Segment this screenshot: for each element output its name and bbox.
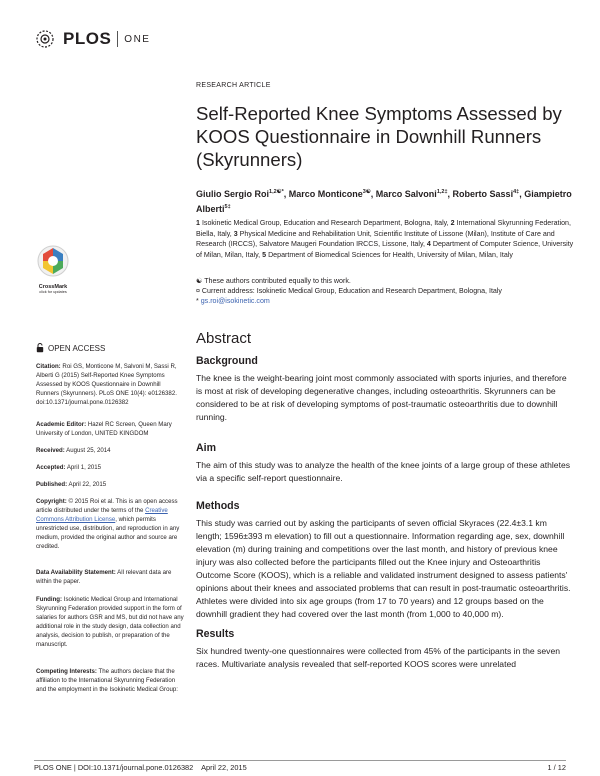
results-heading: Results [196, 628, 235, 640]
author-superscript: 3☯ [362, 189, 371, 195]
accepted-block [36, 463, 184, 472]
footer-citation: PLOS ONE | DOI:10.1371/journal.pone.0126382 April 22, 2015 [34, 763, 247, 772]
accepted-date: April 1, 2015 [66, 464, 102, 471]
plos-logo-icon [34, 28, 60, 50]
editor-block [36, 420, 184, 438]
open-access-badge [36, 343, 105, 353]
open-access-label: OPEN ACCESS [48, 343, 106, 353]
email-link[interactable]: gs.roi@isokinetic.com [200, 297, 270, 305]
published-label: Published: [36, 481, 68, 488]
author-superscript: 1,2☯* [269, 189, 284, 195]
published-block [36, 480, 184, 489]
email-prefix: * [196, 297, 201, 305]
affiliation-text: Department of Biomedical Sciences for Health, University of Milan, Milan, Italy [268, 250, 513, 259]
crossmark-sub: click for updates [39, 290, 67, 294]
crossmark-icon [36, 244, 70, 278]
affiliation-number: 2 [450, 219, 455, 227]
author-notes [196, 276, 576, 306]
citation-text: Roi GS, Monticone M, Salvoni M, Sassi R, Alberti G (2015) Self-Reported Knee Symptoms Assessed by KOOS Questionnaire in Downhill Runners (Skyrunners). PLoS ONE 10(4): e0126382. doi:10.1371/journal.pone.0126382 [36, 363, 177, 407]
author-superscript: 4‡ [513, 189, 520, 195]
copyright-text: © 2015 Roi et al. This is an open access article distributed under the terms of the [36, 498, 178, 515]
affiliation-number: 3 [233, 229, 238, 238]
author-superscript: 1,2‡ [436, 189, 448, 195]
affiliations [196, 218, 576, 260]
license-link[interactable]: Creative Commons Attribution License [36, 507, 168, 524]
citation-label: Citation: [36, 363, 61, 370]
crossmark-label: CrossMark [38, 284, 68, 290]
crossmark-badge[interactable] [36, 244, 70, 294]
logo-text: PLOS [63, 29, 112, 48]
funding-text: Isokinetic Medical Group and International Skyrunning Federation provided support in the form of salaries for authors GSR and MS, but did not have any additional role in the study design, data collection and analysis, decision to publish, or preparation of the manuscript. [36, 596, 184, 649]
copyright-label: Copyright: [36, 498, 67, 505]
background-text: The knee is the weight-bearing joint most commonly associated with sports injuries, and therefore is most at risk of developing degenerative changes, including osteoarthritis. Skyrunners can be considered to be at risk of developing symptoms of post-traumatic osteoarthritis due to downhill running. [196, 373, 567, 422]
article-type: RESEARCH ARTICLE [196, 82, 271, 89]
affiliation-number: 4 [426, 240, 431, 249]
data-availability-label: Data Availability Statement: [36, 569, 116, 576]
competing-interests-text: The authors declare that the affiliation to the International Skyrunning Federation and the employment in the Isokinetic Medical Group: [36, 668, 178, 694]
received-block [36, 446, 184, 455]
corresponding-email [196, 296, 576, 306]
competing-interests-block [36, 667, 184, 694]
logo-divider [117, 31, 118, 47]
affiliation-text: Department of Computer Science, University of Milan, Milan, Italy, [196, 240, 574, 259]
results-text: Six hundred twenty-one questionnaires were collected from 45% of the participants in the seven races. Multivariate analysis revealed that self-reported KOOS scores were unrelated [196, 646, 561, 669]
editor-label: Academic Editor: [36, 421, 87, 428]
author-list: Giulio Sergio Roi$^{1,2☯*}$, Marco Monticone$^{3☯}$, Marco Salvoni$^{1,2\ddagger}$, Roberto Sassi$^{4\ddagger}$, Giampietro Alberti$^{5\ddagger}$ [196, 189, 572, 214]
journal-name: ONE [124, 33, 151, 45]
affiliation-text: International Skyrunning Federation, Biella, Italy, [196, 219, 571, 238]
plos-logo [34, 28, 150, 50]
competing-interests-label: Competing Interests: [36, 668, 97, 675]
author-superscript: 5‡ [224, 204, 231, 210]
published-date: April 22, 2015 [68, 481, 107, 488]
aim-text: The aim of this study was to analyze the health of the knee joints of a large group of these athletes via a specific self-report questionnaire. [196, 460, 571, 483]
author-name[interactable]: Giampietro Alberti [196, 189, 572, 214]
footer-divider [34, 760, 566, 761]
author-name[interactable]: Giulio Sergio Roi [196, 189, 270, 199]
current-address-note: ¤ Current address: Isokinetic Medical Group, Education and Research Department, Bologna, Italy [196, 287, 502, 295]
editor-text: Hazel RC Screen, Queen Mary University of London, UNITED KINGDOM [36, 421, 172, 438]
affiliation-number: 1 [196, 219, 200, 227]
affiliation-number: 5 [262, 250, 267, 259]
funding-label: Funding: [36, 596, 63, 603]
author-name[interactable]: Marco Monticone [288, 189, 363, 199]
affiliation-text: Physical Medicine and Rehabilitation Unit, Scientific Institute of Lissone (Milan), Institute of Care and Research (IRCCS), Salvatore Maugeri Foundation IRCCS, Lissone, Italy, [196, 229, 555, 249]
received-label: Received: [36, 447, 65, 454]
funding-block [36, 595, 184, 650]
open-lock-icon [36, 343, 44, 353]
methods-heading: Methods [196, 500, 240, 512]
copyright-block [36, 497, 184, 552]
equal-contribution-note: ☯ These authors contributed equally to this work. [196, 277, 351, 285]
data-availability-text: All relevant data are within the paper. [36, 569, 172, 586]
data-availability-block [36, 568, 184, 586]
affiliation-text: Isokinetic Medical Group, Education and Research Department, Bologna, Italy, [201, 219, 449, 227]
received-date: August 25, 2014 [66, 447, 111, 454]
abstract-heading: Abstract [196, 330, 252, 347]
aim-heading: Aim [196, 442, 217, 454]
copyright-text-end: , which permits unrestricted use, distribution, and reproduction in any medium, provided the original author and source are credited. [36, 516, 180, 551]
citation-block [36, 362, 184, 407]
methods-text: This study was carried out by asking the participants of seven official Skyraces (22.4±3.1 km length; 1596±393 m elevation) to fill out a questionnaire. Information regarding age, sex, downhill elevation (m) during training and competitions over the last month, and history of previous knee injury was also collected before the participants filled out the Knee injury and Osteoarthritis Outcome Score (KOOS), which is a reliable and validated instrument designed to assess patients' opinions about their knees and associated problems that can result in post-traumatic osteoarthritis. Athletes were divided into six age groups (from 17 to 70 years) and 12 groups based on the downhill gradient they had covered over the last month (from 1,000 to 40,000 m). [196, 518, 571, 619]
background-heading: Background [196, 355, 258, 367]
author-name[interactable]: Marco Salvoni [375, 189, 437, 199]
page-number: 1 / 12 [547, 763, 566, 772]
accepted-label: Accepted: [36, 464, 66, 471]
author-name[interactable]: Roberto Sassi [452, 189, 514, 199]
article-title: Self-Reported Knee Symptoms Assessed by KOOS Questionnaire in Downhill Runners (Skyrunners) [196, 103, 562, 170]
